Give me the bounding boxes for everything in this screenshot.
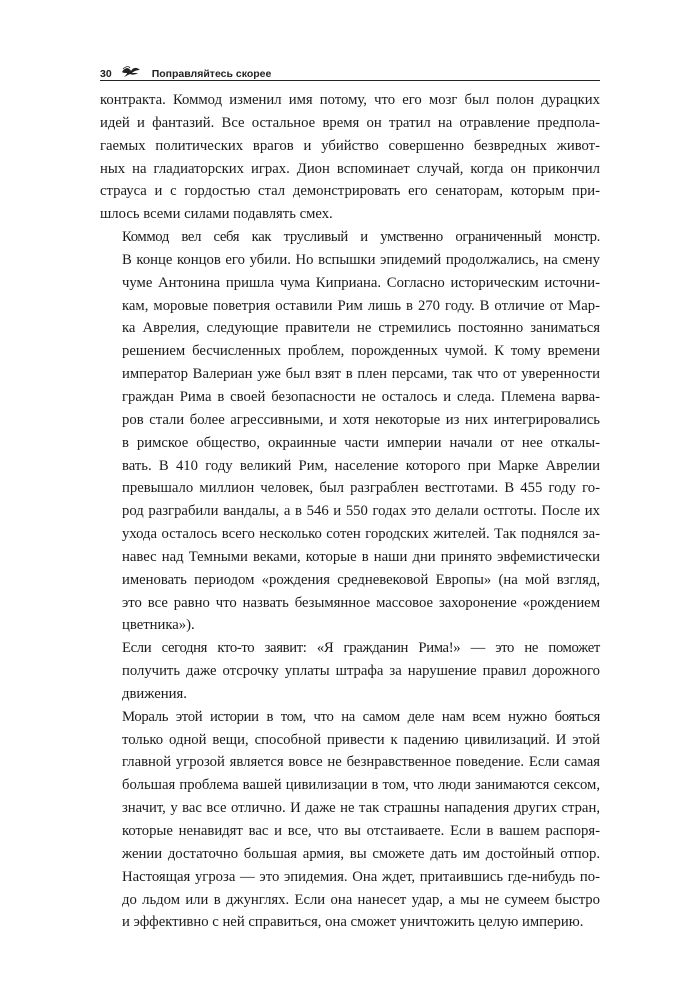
text-line: император Валериан уже был взят в плен персами, так что от уверенности xyxy=(122,366,600,383)
text-line: главной угрозой является вовсе не безнравственное поведение. Если самая xyxy=(122,754,600,771)
text-line: в римское общество, окраинные части империи начали от нее откалы- xyxy=(122,434,600,451)
text-line: чуме Антонина пришла чума Киприана. Согласно историческим источни- xyxy=(122,274,600,291)
text-line: род разграбили вандалы, а в 546 и 550 годах это делали остготы. После их xyxy=(122,503,600,520)
paragraph xyxy=(100,89,600,226)
text-line: Настоящая угроза — это эпидемия. Она ждет, притаившись где-нибудь по- xyxy=(122,868,600,885)
text-line: навес над Темными веками, которые в наши дни принято эвфемистически xyxy=(122,548,600,565)
text-line: шлось всеми силами подавлять смех. xyxy=(100,206,333,223)
text-line: гаемых политических врагов и убийство совершенно безвредных живот- xyxy=(100,137,600,154)
paragraph xyxy=(100,637,600,706)
text-line: контракта. Коммод изменил имя потому, что его мозг был полон дурацких xyxy=(100,92,600,108)
text-line: вать. В 410 году великий Рим, население которого при Марке Аврелии xyxy=(122,457,600,474)
text-line: ка Аврелия, следующие правители не стремились постоянно заниматься xyxy=(122,320,600,337)
text-line: только одной вещи, способной привести к падению цивилизаций. И этой xyxy=(122,731,600,748)
paragraph xyxy=(100,226,600,637)
text-line: значит, у вас все отлично. И даже не так страшны нападения других стран, xyxy=(122,800,600,817)
text-line: Если сегодня кто-то заявит: «Я гражданин Рима!» — это не поможет xyxy=(122,640,600,657)
text-line: Коммод вел себя как трусливый и умственно ограниченный монстр. xyxy=(122,229,600,246)
text-body xyxy=(100,89,600,934)
running-title: Поправляйтесь скорее xyxy=(151,68,272,80)
text-line: которые ненавидят вас и все, что вы отстаиваете. Если в вашем распоря- xyxy=(122,823,600,839)
text-line: кам, моровые поветрия оставили Рим лишь в 270 году. В отличие от Мар- xyxy=(122,297,600,314)
text-line: ных на гладиаторских играх. Дион вспоминает случай, когда он прикончил xyxy=(100,160,600,177)
paragraph xyxy=(100,706,600,934)
text-line: решением бесчисленных проблем, порожденных чумой. К тому времени xyxy=(122,343,600,360)
text-line: В конце концов его убили. Но вспышки эпидемий продолжались, на смену xyxy=(122,251,600,268)
text-line: движения. xyxy=(122,685,187,702)
text-line: и эффективно с ней справиться, она сможет уничтожить целую империю. xyxy=(122,914,584,931)
text-line: именовать периодом «рождения средневековой Европы» (на мой взгляд, xyxy=(122,571,600,588)
page-number: 30 xyxy=(100,68,112,80)
text-line: это все равно что назвать безымянное массовое захоронение «рождением xyxy=(122,594,600,611)
text-line: цветника»). xyxy=(122,617,195,634)
text-line: ров стали более агрессивными, и хотя некоторые из них интегрировались xyxy=(122,411,600,428)
winged-ornament-icon xyxy=(120,65,142,79)
text-line: большая проблема вашей цивилизации в том, что люди занимаются сексом, xyxy=(122,777,600,794)
text-line: Мораль этой истории в том, что на самом деле нам всем нужно бояться xyxy=(122,708,600,725)
text-line: граждан Рима в своей безопасности не осталось и следа. Племена варва- xyxy=(122,388,600,405)
header-rule xyxy=(100,80,600,81)
text-line: страуса и с гордостью стал демонстрировать его сенаторам, которым при- xyxy=(100,183,600,200)
running-header xyxy=(100,58,600,80)
text-line: идей и фантазий. Все остальное время он тратил на отравление предпола- xyxy=(100,114,600,131)
text-line: до льдом или в джунглях. Если она нанесет удар, а мы не сумеем быстро xyxy=(122,891,600,908)
text-line: превышало миллион человек, был разграблен вестготами. В 455 году го- xyxy=(122,480,600,497)
text-line: ухода осталось всего несколько сотен городских жителей. Так поднялся за- xyxy=(122,526,600,543)
text-line: жении достаточно большая армия, вы сможете дать им достойный отпор. xyxy=(122,845,600,862)
text-line: получить даже отсрочку уплаты штрафа за нарушение правил дорожного xyxy=(122,663,600,680)
